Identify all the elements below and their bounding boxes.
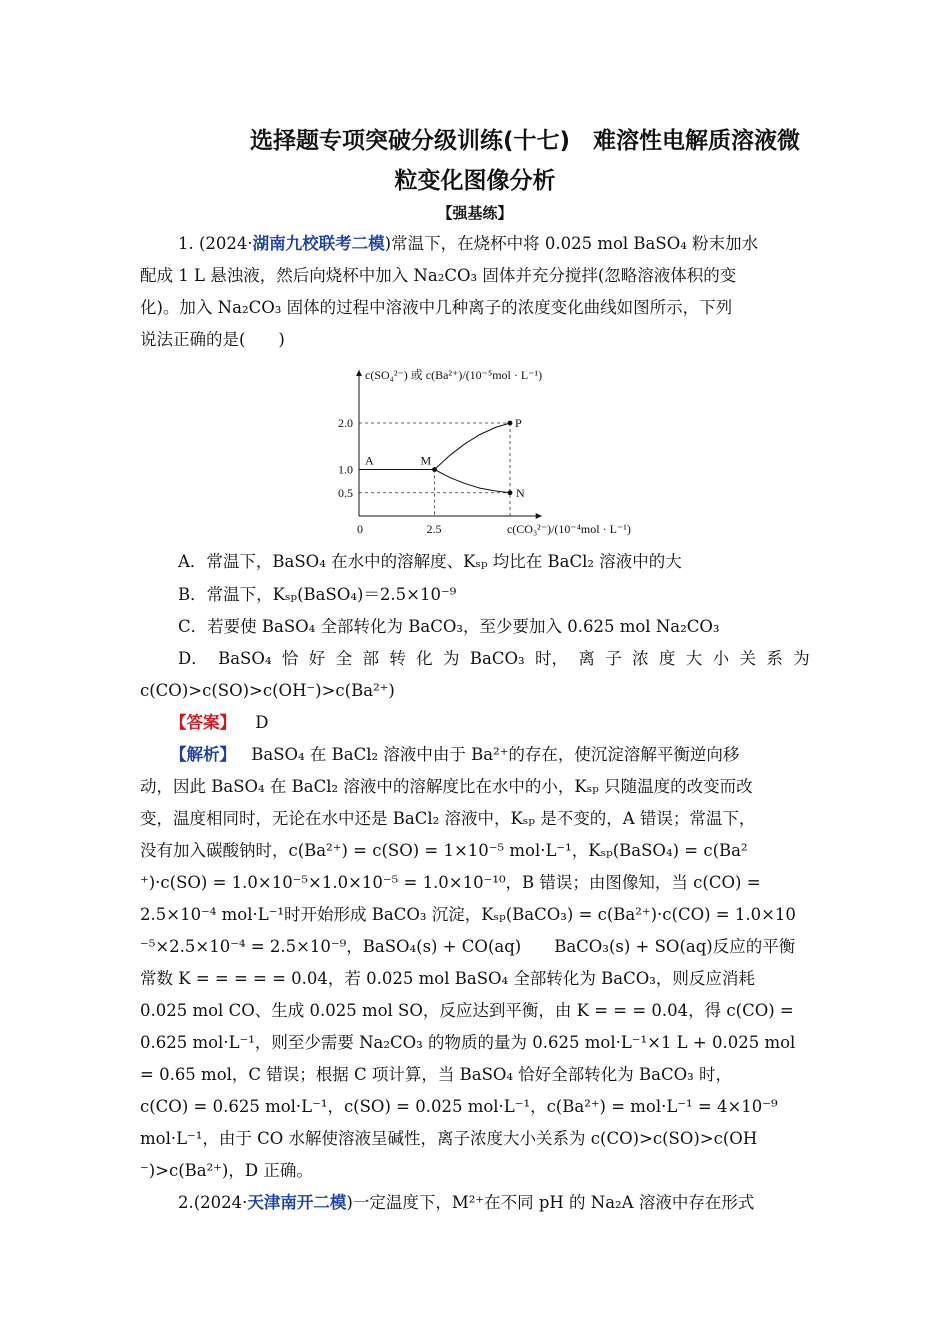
explanation-line: 变，温度相同时，无论在水中还是 BaCl₂ 溶液中，Kₛₚ 是不变的，A 错误；常温下， — [140, 809, 756, 828]
point-N — [508, 490, 513, 495]
explanation-line-1 — [170, 743, 850, 767]
y-tick-label: 0.5 — [338, 485, 353, 500]
q1-stem-4: 说法正确的是( ) — [140, 330, 285, 349]
q1-stem-2: 配成 1 L 悬浊液，然后向烧杯中加入 Na₂CO₃ 固体并充分搅拌(忽略溶液体积的变 — [140, 266, 737, 285]
x-axis-label: c(CO₃²⁻)/(10⁻⁴mol · L⁻¹) — [506, 522, 631, 536]
option-d-word: 化 — [416, 649, 433, 668]
x-tick-label: 2.5 — [426, 522, 442, 536]
explanation-line: 2.5×10⁻⁴ mol·L⁻¹时开始形成 BaCO₃ 沉淀，Kₛₚ(BaCO₃) = c(Ba²⁺)·c(CO) = 1.0×10 — [140, 905, 796, 924]
x-axis-arrow — [536, 513, 542, 519]
option-d-word: 系 — [766, 649, 783, 668]
explanation-line: 0.025 mol CO、生成 0.025 mol SO，反应达到平衡，由 K = = = 0.04，得 c(CO) = — [140, 1001, 794, 1020]
q2-prefix: 2.(2024· — [178, 1193, 248, 1212]
q2-source: 天津南开二模 — [247, 1193, 347, 1212]
x-tick-label: 0 — [357, 522, 363, 536]
option-d-word: 全 — [335, 649, 353, 668]
q2-stem: )一定温度下，M²⁺在不同 pH 的 Na₂A 溶液中存在形式 — [346, 1193, 755, 1212]
option-d-word: 离 — [578, 649, 595, 668]
option-d-word: 好 — [308, 649, 326, 668]
option-d-word: 浓 — [632, 649, 649, 668]
explanation-line: ⁻)>c(Ba²⁺)，D 正确。 — [140, 1161, 313, 1180]
page-title: 选择题专项突破分级训练(十七) 难溶性电解质溶液微 — [249, 128, 801, 154]
explanation-line: = 0.65 mol，C 错误；根据 C 项计算，当 BaSO₄ 恰好全部转化为 BaCO₃ 时， — [140, 1065, 733, 1084]
option-b: B．常温下，Kₛₚ(BaSO₄)＝2.5×10⁻⁹ — [178, 585, 457, 604]
answer-value: D — [255, 713, 269, 732]
explanation-line: 动，因此 BaSO₄ 在 BaCl₂ 溶液中的溶解度比在水中的小，Kₛₚ 只随温度的改变而改 — [140, 777, 753, 796]
option-d-word: 度 — [658, 649, 676, 668]
answer-label: 【答案】 — [170, 713, 236, 732]
point-M — [432, 467, 437, 472]
page-title-line2: 粒变化图像分析 — [394, 168, 556, 194]
point-label-M: M — [420, 453, 432, 468]
option-d-word: 恰 — [281, 649, 299, 668]
explanation-line: 常数 K = = = = = 0.04，若 0.025 mol BaSO₄ 全部转化为 BaCO₃，则反应消耗 — [140, 969, 755, 988]
option-d-word: 转 — [389, 649, 406, 668]
q1-prefix: 1. (2024· — [178, 234, 253, 253]
explanation-line: ⁺)·c(SO) = 1.0×10⁻⁵×1.0×10⁻⁵ = 1.0×10⁻¹⁰，B 错误；由图像知，当 c(CO) = — [140, 873, 761, 892]
explanation-text: BaSO₄ 在 BaCl₂ 溶液中由于 Ba²⁺的存在，使沉淀溶解平衡逆向移 — [251, 745, 740, 764]
option-d-word: D． — [178, 649, 208, 668]
point-label-A: A — [365, 453, 374, 468]
option-d-word: BaSO₄ — [218, 649, 272, 668]
option-d-word: 子 — [605, 649, 622, 668]
y-tick-label: 1.0 — [338, 462, 353, 477]
q1-stem-1: )常温下，在烧杯中将 0.025 mol BaSO₄ 粉末加水 — [384, 234, 759, 253]
option-d-word: 部 — [362, 649, 379, 668]
point-label-N: N — [516, 485, 525, 500]
option-d-word: 为 — [793, 649, 810, 668]
question-2-line — [178, 1191, 858, 1215]
series-line-MP — [435, 423, 511, 470]
explanation-line: mol·L⁻¹，由于 CO 水解使溶液呈碱性，离子浓度大小关系为 c(CO)>c(SO)>c(OH — [140, 1129, 758, 1148]
option-d-word: 小 — [712, 649, 730, 668]
option-d-line1 — [178, 647, 810, 671]
answer-line — [170, 711, 850, 735]
option-d-word: 大 — [685, 649, 703, 668]
explanation-line: c(CO) = 0.625 mol·L⁻¹，c(SO) = 0.025 mol·L⁻¹，c(Ba²⁺) = mol·L⁻¹ = 4×10⁻⁹ — [140, 1097, 778, 1116]
q1-source: 湖南九校联考二模 — [252, 234, 385, 253]
explanation-line: 0.625 mol·L⁻¹，则至少需要 Na₂CO₃ 的物质的量为 0.625 mol·L⁻¹×1 L + 0.025 mol — [140, 1033, 796, 1052]
option-d-word: 时， — [534, 649, 568, 668]
y-axis-arrow — [356, 370, 362, 376]
option-d-word: BaCO₃ — [469, 649, 525, 668]
concentration-chart — [335, 362, 665, 540]
q1-stem-3: 化)。加入 Na₂CO₃ 固体的过程中溶液中几种离子的浓度变化曲线如图所示，下列 — [140, 298, 733, 317]
explanation-line: ⁻⁵×2.5×10⁻⁴ = 2.5×10⁻⁹，BaSO₄(s) + CO(aq) BaCO₃(s) + SO(aq)反应的平衡 — [140, 937, 796, 956]
explanation-label: 【解析】 — [170, 745, 236, 764]
option-a: A．常温下，BaSO₄ 在水中的溶解度、Kₛₚ 均比在 BaCl₂ 溶液中的大 — [178, 552, 682, 571]
point-P — [508, 421, 513, 426]
option-c: C．若要使 BaSO₄ 全部转化为 BaCO₃，至少要加入 0.625 mol Na₂CO₃ — [178, 617, 720, 636]
y-tick-label: 2.0 — [338, 416, 353, 430]
option-d-word: 关 — [739, 649, 756, 668]
explanation-line: 没有加入碳酸钠时，c(Ba²⁺) = c(SO) = 1×10⁻⁵ mol·L⁻¹，Kₛₚ(BaSO₄) = c(Ba² — [140, 841, 748, 860]
y-axis-label: c(SO₄²⁻) 或 c(Ba²⁺)/(10⁻⁵mol · L⁻¹) — [365, 368, 543, 382]
question-1-line — [178, 232, 858, 256]
point-label-P: P — [515, 416, 522, 430]
option-d-line2: c(CO)>c(SO)>c(OH⁻)>c(Ba²⁺) — [140, 681, 395, 700]
section-heading: 【强基练】 — [437, 204, 513, 222]
option-d-word: 为 — [443, 649, 460, 668]
series-line-MN — [435, 470, 511, 493]
